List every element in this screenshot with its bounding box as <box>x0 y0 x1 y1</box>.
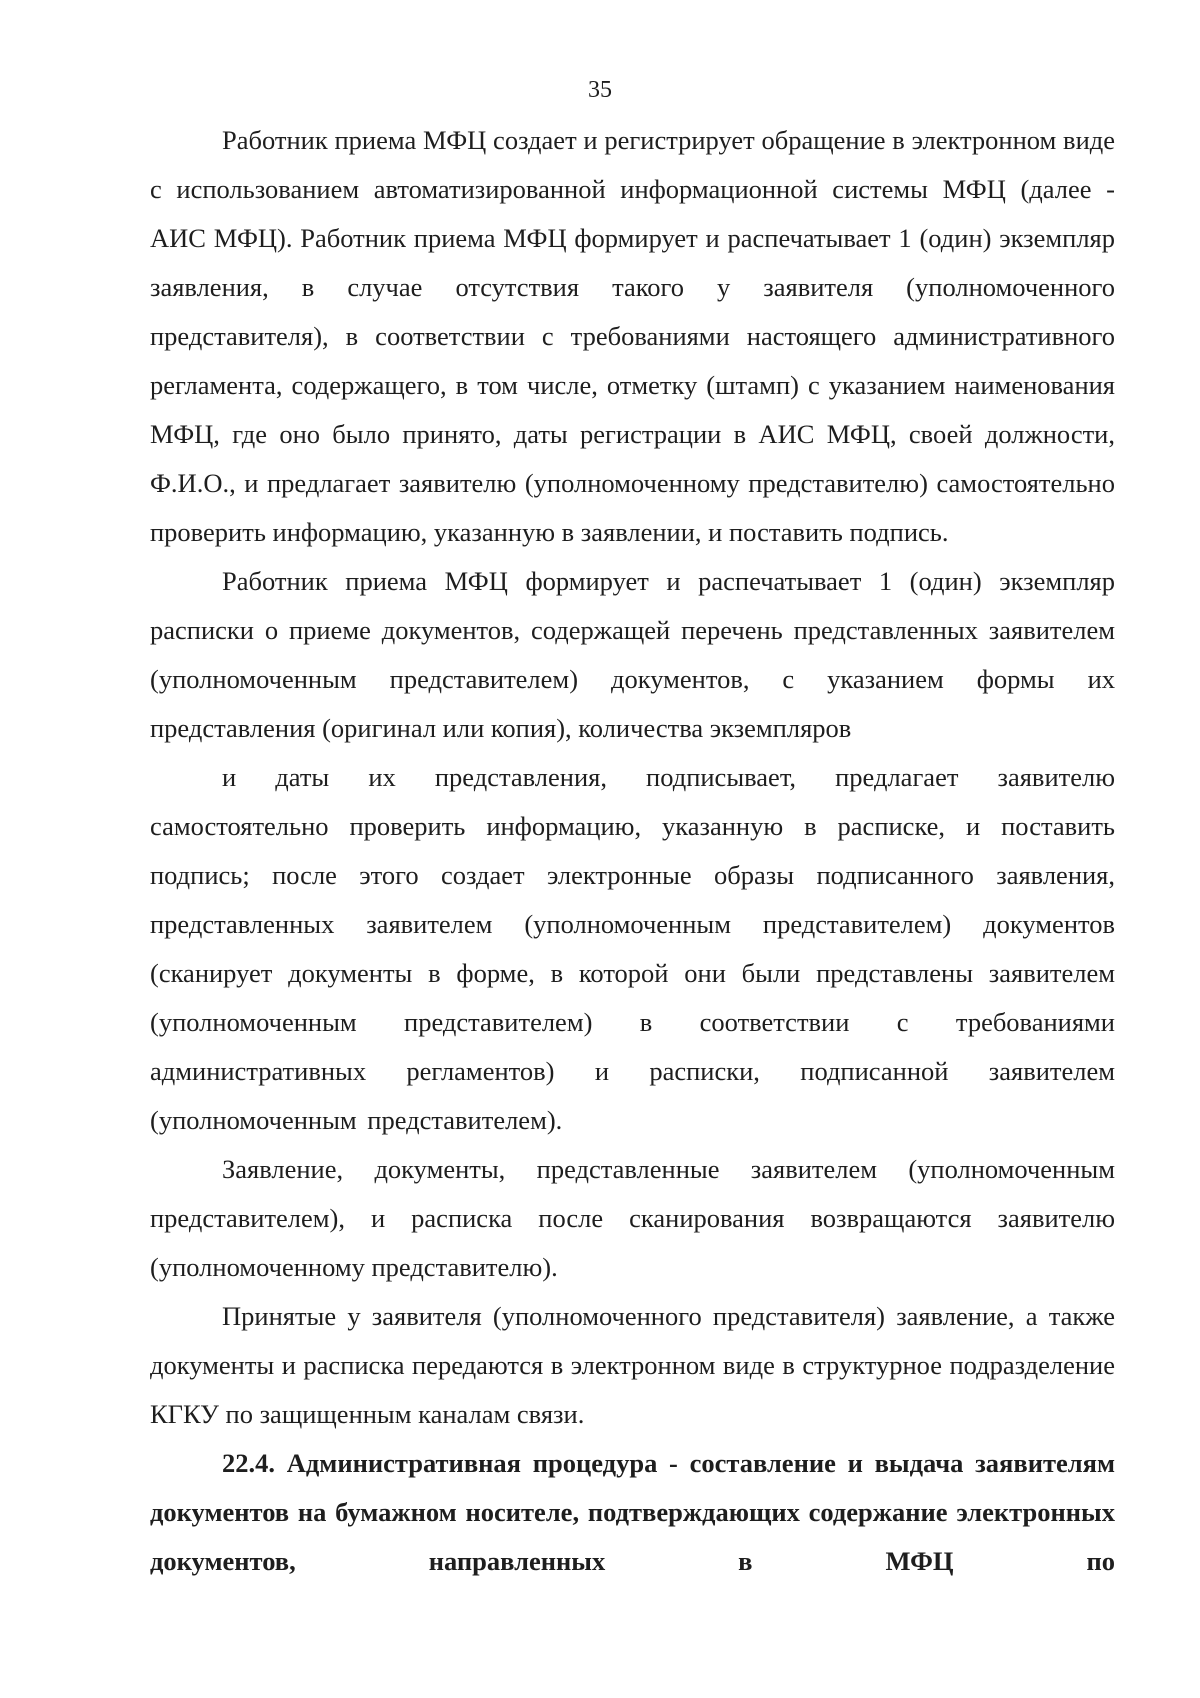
paragraph-receipt-forming: Работник приема МФЦ формирует и распечатывает 1 (один) экземпляр расписки о приеме документов, содержащей перечень представленных заявителем (уполномоченным представителем) документов, с указанием формы их представления (оригинал или копия), количества экземпляров <box>150 566 1115 743</box>
document-body <box>150 116 1115 1586</box>
paragraph-documents-returned: Заявление, документы, представленные заявителем (уполномоченным представителем), и расписка после сканирования возвращаются заявителю (уполномоченному представителю). <box>150 1154 1115 1282</box>
section-heading-22-4: 22.4. Административная процедура - составление и выдача заявителям документов на бумажном носителе, подтверждающих содержание электронных документов, направленных в МФЦ по <box>150 1448 1115 1576</box>
paragraph-receipt-continuation: и даты их представления, подписывает, предлагает заявителю самостоятельно проверить информацию, указанную в расписке, и поставить подпись; после этого создает электронные образы подписанного заявления, представленных заявителем (уполномоченным представителем) документов (сканирует документы в форме, в которой они были представлены заявителем (уполномоченным представителем) в соответствии с требованиями административных регламентов) и расписки, подписанной заявителем (уполномоченным представителем). <box>150 762 1115 1135</box>
paragraph-registration: Работник приема МФЦ создает и регистрирует обращение в электронном виде с использованием автоматизированной информационной системы МФЦ (далее - АИС МФЦ). Работник приема МФЦ формирует и распечатывает 1 (один) экземпляр заявления, в случае отсутствия такого у заявителя (уполномоченного представителя), в соответствии с требованиями настоящего административного регламента, содержащего, в том числе, отметку (штамп) с указанием наименования МФЦ, где оно было принято, даты регистрации в АИС МФЦ, своей должности, Ф.И.О., и предлагает заявителю (уполномоченному представителю) самостоятельно проверить информацию, указанную в заявлении, и поставить подпись. <box>150 125 1115 547</box>
paragraph-documents-transferred: Принятые у заявителя (уполномоченного представителя) заявление, а также документы и расписка передаются в электронном виде в структурное подразделение КГКУ по защищенным каналам связи. <box>150 1301 1115 1429</box>
page-number: 35 <box>588 77 612 103</box>
